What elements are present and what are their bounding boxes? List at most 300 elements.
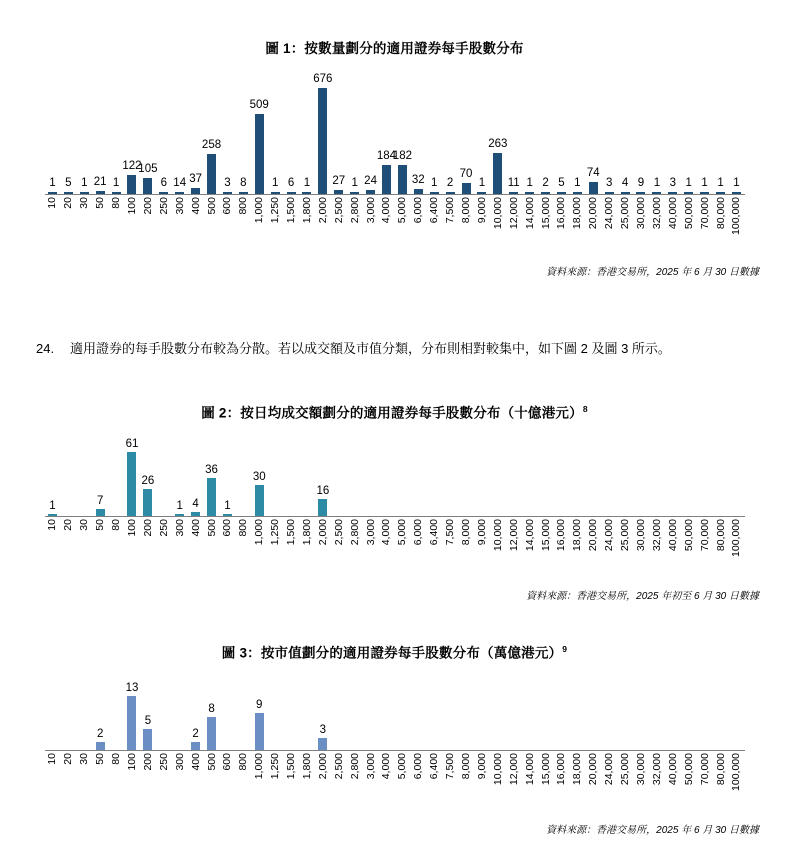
paragraph-24-number: 24. — [36, 341, 55, 356]
bar — [382, 165, 391, 194]
x-axis-tick — [331, 751, 347, 813]
x-axis-tick-label: 4,000 — [380, 519, 393, 546]
bar-column — [156, 681, 172, 750]
figure-2-source: 資料來源：香港交易所，2025 年初至 6 月 30 日數據 — [526, 591, 759, 603]
x-axis-tick-label: 15,000 — [539, 196, 552, 230]
bar-value-label: 5 — [65, 177, 72, 190]
bar-column — [60, 73, 76, 194]
bar-column — [458, 437, 474, 516]
bar-column — [458, 681, 474, 750]
bar-value-label: 509 — [249, 99, 269, 112]
x-axis-tick-label: 16,000 — [555, 519, 568, 552]
x-axis-tick — [458, 517, 474, 579]
x-axis-tick — [569, 195, 585, 257]
x-axis-tick — [45, 517, 61, 579]
bar-column — [219, 437, 235, 516]
bar-column — [522, 73, 538, 194]
bar — [318, 738, 327, 750]
bar-column — [347, 681, 363, 750]
bar — [191, 512, 200, 516]
bar — [462, 183, 471, 194]
bar — [175, 192, 184, 194]
x-axis-tick — [204, 517, 220, 579]
x-axis-tick — [60, 751, 76, 813]
x-axis-tick-label: 32,000 — [650, 196, 663, 230]
x-axis-tick-label: 300 — [173, 753, 186, 771]
x-axis-tick — [188, 195, 204, 257]
x-axis-tick — [410, 195, 426, 257]
bar-column — [697, 681, 713, 750]
bar-value-label: 1 — [717, 177, 724, 190]
x-axis-tick-label: 1,500 — [284, 753, 297, 780]
x-axis-tick-label: 1,800 — [300, 196, 313, 224]
bar — [350, 192, 359, 194]
x-axis-tick — [538, 195, 554, 257]
x-axis-tick — [60, 195, 76, 257]
bar-value-label: 21 — [93, 176, 107, 189]
figure-2-block — [0, 404, 789, 602]
x-axis-tick — [76, 751, 92, 813]
bar-column — [235, 681, 251, 750]
bar-value-label: 184 — [376, 150, 397, 163]
bar-column — [188, 73, 204, 194]
bar-value-label: 105 — [138, 163, 158, 176]
figure-1-title: 圖 1：按數量劃分的適用證券每手股數分布 — [265, 41, 524, 56]
bar-column — [633, 437, 649, 516]
x-axis-tick — [681, 751, 697, 813]
x-axis-tick-label: 3,000 — [364, 519, 377, 546]
bar-column — [410, 437, 426, 516]
bar-column — [681, 437, 697, 516]
bar-column — [442, 437, 458, 516]
x-axis-tick-label: 12,000 — [507, 753, 520, 786]
bar-column — [633, 73, 649, 194]
bar-column — [156, 73, 172, 194]
figure-2-title — [0, 404, 789, 423]
bar-value-label: 1 — [112, 177, 120, 190]
bar-column — [235, 73, 251, 194]
x-axis-tick — [728, 195, 744, 257]
x-axis-tick-label: 400 — [189, 753, 202, 771]
x-axis-tick-label: 2,800 — [348, 196, 361, 224]
bar — [589, 182, 598, 194]
x-axis-tick-label: 30,000 — [634, 753, 647, 786]
bar — [127, 696, 136, 750]
bar-column — [538, 437, 554, 516]
x-axis-tick — [219, 195, 235, 257]
bar-column — [172, 437, 188, 516]
x-axis-tick-label: 100,000 — [730, 519, 743, 558]
x-axis-tick-label: 6,000 — [412, 196, 425, 224]
bar — [48, 192, 57, 194]
bar-value-label: 37 — [189, 173, 203, 186]
bar-column — [554, 681, 570, 750]
x-axis-tick-label: 16,000 — [555, 753, 568, 786]
x-axis-tick — [188, 751, 204, 813]
x-axis-tick-label: 10,000 — [491, 196, 504, 230]
bar-value-label: 30 — [252, 470, 266, 483]
x-axis-tick — [522, 195, 538, 257]
x-axis-tick-label: 14,000 — [523, 753, 536, 786]
bar-column — [554, 437, 570, 516]
x-axis-tick-label: 2,000 — [316, 196, 329, 224]
bar-value-label: 1 — [701, 177, 708, 190]
x-axis-tick — [554, 195, 570, 257]
x-axis-tick — [124, 195, 140, 257]
x-axis-tick — [490, 751, 506, 813]
bar-value-label: 70 — [459, 168, 473, 181]
bar-value-label: 1 — [303, 177, 311, 190]
x-axis-tick-label: 400 — [189, 519, 202, 537]
x-axis-tick-label: 6,400 — [427, 519, 440, 546]
x-axis-tick-label: 7,500 — [443, 519, 456, 546]
bar-column — [140, 681, 156, 750]
bar — [605, 192, 614, 194]
bar-column — [585, 73, 601, 194]
x-axis-tick — [728, 517, 744, 579]
bar-column — [506, 73, 522, 194]
bar — [636, 192, 645, 194]
bar-column — [45, 73, 61, 194]
bar-column — [426, 437, 442, 516]
bar — [700, 192, 709, 194]
x-axis-tick — [474, 517, 490, 579]
x-axis-tick-label: 2,000 — [316, 753, 329, 780]
x-axis-tick-label: 24,000 — [602, 196, 615, 230]
x-axis-tick-label: 7,500 — [443, 753, 456, 780]
bar-column — [60, 681, 76, 750]
x-axis-tick-label: 80,000 — [714, 519, 727, 552]
x-axis-tick — [713, 751, 729, 813]
x-axis-tick-label: 15,000 — [539, 753, 552, 786]
x-axis-tick-label: 10 — [46, 519, 59, 532]
bar-value-label: 27 — [332, 175, 346, 188]
bar-column — [538, 681, 554, 750]
x-axis-tick-label: 100,000 — [730, 753, 743, 792]
bar-value-label: 6 — [287, 177, 295, 190]
bar-value-label: 1 — [224, 499, 231, 512]
bar-value-label: 74 — [586, 167, 600, 180]
bar — [255, 114, 264, 194]
bar-column — [299, 437, 315, 516]
bar — [334, 190, 343, 194]
bar — [96, 191, 105, 194]
bar-value-label: 13 — [125, 681, 139, 694]
x-axis-tick — [585, 517, 601, 579]
x-axis-tick — [92, 517, 108, 579]
x-axis-tick — [442, 195, 458, 257]
x-axis-tick-label: 1,800 — [300, 519, 313, 546]
bar-column — [681, 681, 697, 750]
x-axis-tick-label: 6,000 — [412, 519, 425, 546]
bar-value-label: 2 — [96, 727, 104, 740]
bar-column — [569, 681, 585, 750]
bar-column — [458, 73, 474, 194]
bar-column — [188, 437, 204, 516]
bar-column — [697, 73, 713, 194]
x-axis-tick — [601, 195, 617, 257]
x-axis-tick — [538, 517, 554, 579]
bar — [207, 717, 216, 750]
x-axis-tick-label: 10,000 — [491, 519, 504, 552]
x-axis-tick — [156, 195, 172, 257]
bar-column — [45, 437, 61, 516]
x-axis-tick — [267, 517, 283, 579]
x-axis-tick — [394, 517, 410, 579]
bar-column — [617, 73, 633, 194]
x-axis-tick — [681, 517, 697, 579]
bar-column — [442, 681, 458, 750]
bar-column — [76, 73, 92, 194]
bar-column — [347, 73, 363, 194]
x-axis-tick — [713, 517, 729, 579]
x-axis-tick — [490, 195, 506, 257]
x-axis-tick — [92, 751, 108, 813]
chart-3 — [45, 681, 745, 813]
x-axis-tick-label: 4,000 — [380, 196, 393, 224]
x-axis-tick — [267, 751, 283, 813]
bar-column — [474, 73, 490, 194]
bar-value-label: 24 — [364, 175, 377, 188]
x-axis-tick-label: 4,000 — [380, 753, 393, 780]
bar-value-label: 7 — [96, 494, 104, 507]
figure-1-source: 資料來源：香港交易所，2025 年 6 月 30 日數據 — [546, 266, 759, 278]
bar-column — [331, 681, 347, 750]
bar-column — [283, 437, 299, 516]
x-axis-tick-label: 80,000 — [714, 196, 727, 230]
x-axis-tick-label: 18,000 — [571, 519, 584, 552]
x-axis-tick-label: 2,500 — [332, 753, 345, 780]
bar-column — [490, 73, 506, 194]
x-axis-tick-label: 300 — [173, 196, 186, 215]
x-axis-tick-label: 1,000 — [252, 753, 265, 780]
bar-column — [76, 437, 92, 516]
x-axis-tick — [697, 517, 713, 579]
x-axis-tick-label: 800 — [237, 519, 250, 537]
x-axis-tick-label: 12,000 — [507, 196, 520, 230]
x-axis-tick — [76, 517, 92, 579]
bar-value-label: 1 — [431, 177, 438, 190]
x-axis-tick-label: 25,000 — [618, 753, 631, 786]
x-axis-tick — [235, 751, 251, 813]
x-axis-tick-label: 2,000 — [316, 519, 329, 546]
x-axis-tick-label: 20 — [62, 753, 75, 766]
x-axis-tick — [251, 751, 267, 813]
bar-column — [251, 437, 267, 516]
bar-value-label: 3 — [669, 177, 676, 190]
x-axis-tick-label: 50 — [93, 519, 106, 532]
x-axis-tick-label: 70,000 — [698, 196, 711, 230]
bar-column — [474, 681, 490, 750]
x-axis-tick — [108, 517, 124, 579]
x-axis-tick-label: 250 — [157, 196, 170, 215]
figure-1-block — [0, 40, 789, 278]
bar-column — [201, 73, 222, 194]
x-axis-tick — [728, 751, 744, 813]
bar-value-label: 1 — [271, 177, 279, 190]
x-axis-tick — [204, 195, 220, 257]
x-axis-tick — [156, 751, 172, 813]
x-axis-tick — [251, 517, 267, 579]
bar-column — [601, 73, 617, 194]
bar — [64, 192, 73, 194]
x-axis-tick — [299, 195, 315, 257]
x-axis-tick-label: 100 — [125, 753, 138, 771]
x-axis-tick-label: 20,000 — [587, 519, 600, 552]
x-axis-tick — [124, 751, 140, 813]
bar-column — [299, 73, 315, 194]
x-axis-tick-label: 20,000 — [587, 753, 600, 786]
figure-3-block — [0, 644, 789, 836]
bar-value-label: 676 — [313, 73, 333, 86]
x-axis-tick-label: 1,800 — [300, 753, 313, 780]
bar-column — [522, 437, 538, 516]
x-axis-tick-label: 15,000 — [539, 519, 552, 552]
bar — [716, 192, 725, 194]
bar-column — [410, 681, 426, 750]
x-axis-tick-label: 14,000 — [523, 196, 536, 230]
x-axis-tick — [363, 195, 379, 257]
bar-column — [331, 73, 347, 194]
bar — [621, 192, 630, 194]
bar-column — [156, 437, 172, 516]
figure-2-title-text: 圖 2：按日均成交額劃分的適用證券每手股數分布（十億港元） — [201, 405, 583, 421]
x-axis-tick-label: 30,000 — [634, 519, 647, 552]
bar-value-label: 182 — [392, 150, 412, 163]
bar-value-label: 14 — [173, 177, 187, 190]
x-axis-tick — [283, 517, 299, 579]
bar-value-label: 26 — [141, 474, 155, 487]
bar — [96, 742, 105, 750]
x-axis-tick-label: 25,000 — [618, 519, 631, 552]
x-axis-tick — [45, 751, 61, 813]
bar — [430, 192, 439, 194]
x-axis-tick — [331, 517, 347, 579]
bar-column — [92, 437, 108, 516]
chart-1-x-axis — [45, 195, 745, 257]
x-axis-tick-label: 250 — [157, 753, 170, 771]
bar-column — [347, 437, 363, 516]
bar-value-label: 2 — [542, 177, 549, 190]
figure-3-title — [0, 644, 789, 663]
x-axis-tick — [697, 751, 713, 813]
bar-column — [315, 73, 331, 194]
bar-column — [124, 437, 140, 516]
bar-column — [617, 437, 633, 516]
bar-column — [474, 437, 490, 516]
x-axis-tick-label: 20 — [62, 519, 75, 532]
x-axis-tick — [522, 751, 538, 813]
x-axis-tick — [617, 195, 633, 257]
x-axis-tick — [426, 195, 442, 257]
bar-value-label: 1 — [176, 499, 183, 512]
bar-column — [697, 437, 713, 516]
x-axis-tick — [60, 517, 76, 579]
bar-column — [633, 681, 649, 750]
bar-column — [554, 73, 570, 194]
bar-column — [379, 681, 395, 750]
x-axis-tick-label: 1,500 — [284, 519, 297, 546]
x-axis-tick-label: 70,000 — [698, 519, 711, 552]
bar — [652, 192, 661, 194]
x-axis-tick — [363, 517, 379, 579]
x-axis-tick — [267, 195, 283, 257]
x-axis-tick — [490, 517, 506, 579]
bar-value-label: 8 — [240, 177, 247, 190]
x-axis-tick — [585, 195, 601, 257]
bar — [446, 192, 455, 194]
x-axis-tick-label: 9,000 — [475, 753, 488, 780]
bar-value-label: 2 — [192, 727, 199, 740]
bar-column — [506, 681, 522, 750]
bar — [143, 489, 152, 516]
x-axis-tick — [665, 751, 681, 813]
bar-column — [76, 681, 92, 750]
bar-column — [363, 73, 379, 194]
x-axis-tick — [601, 751, 617, 813]
bar — [732, 192, 741, 194]
x-axis-tick-label: 8,000 — [459, 519, 472, 546]
x-axis-tick-label: 1,250 — [268, 196, 281, 224]
x-axis-tick — [649, 195, 665, 257]
x-axis-tick — [681, 195, 697, 257]
x-axis-tick — [649, 751, 665, 813]
bar-column — [665, 437, 681, 516]
bar-value-label: 36 — [205, 463, 218, 476]
bar — [509, 192, 518, 194]
bar — [207, 478, 216, 516]
figure-2-footnote-marker: 8 — [582, 404, 588, 414]
x-axis-tick-label: 30 — [78, 519, 91, 532]
bar — [414, 189, 423, 194]
bar-column — [585, 437, 601, 516]
chart-2 — [45, 437, 745, 579]
x-axis-tick — [156, 517, 172, 579]
x-axis-tick — [633, 517, 649, 579]
x-axis-tick — [219, 751, 235, 813]
bar-column — [665, 73, 681, 194]
bar — [493, 153, 502, 194]
x-axis-tick — [140, 751, 156, 813]
bar-column — [601, 437, 617, 516]
bar — [80, 192, 89, 194]
x-axis-tick — [506, 195, 522, 257]
bar-column — [92, 681, 108, 750]
bar-column — [315, 681, 331, 750]
x-axis-tick-label: 600 — [221, 753, 234, 771]
x-axis-tick-label: 200 — [141, 519, 154, 537]
bar-column — [251, 73, 267, 194]
x-axis-tick — [283, 195, 299, 257]
x-axis-tick-label: 10 — [46, 196, 59, 209]
x-axis-tick-label: 8,000 — [459, 196, 472, 224]
chart-2-x-axis — [45, 517, 745, 579]
x-axis-tick-label: 50,000 — [682, 519, 695, 552]
bar-value-label: 3 — [319, 723, 327, 736]
bar — [48, 514, 57, 516]
x-axis-tick — [140, 517, 156, 579]
x-axis-tick-label: 10 — [46, 753, 59, 766]
x-axis-tick — [633, 751, 649, 813]
bar — [668, 192, 677, 194]
bar-value-label: 122 — [122, 160, 142, 173]
bar-column — [376, 73, 397, 194]
bar-column — [585, 681, 601, 750]
x-axis-tick-label: 80 — [109, 196, 122, 209]
bar-column — [442, 73, 458, 194]
bar — [525, 192, 534, 194]
x-axis-tick-label: 100,000 — [730, 196, 743, 235]
